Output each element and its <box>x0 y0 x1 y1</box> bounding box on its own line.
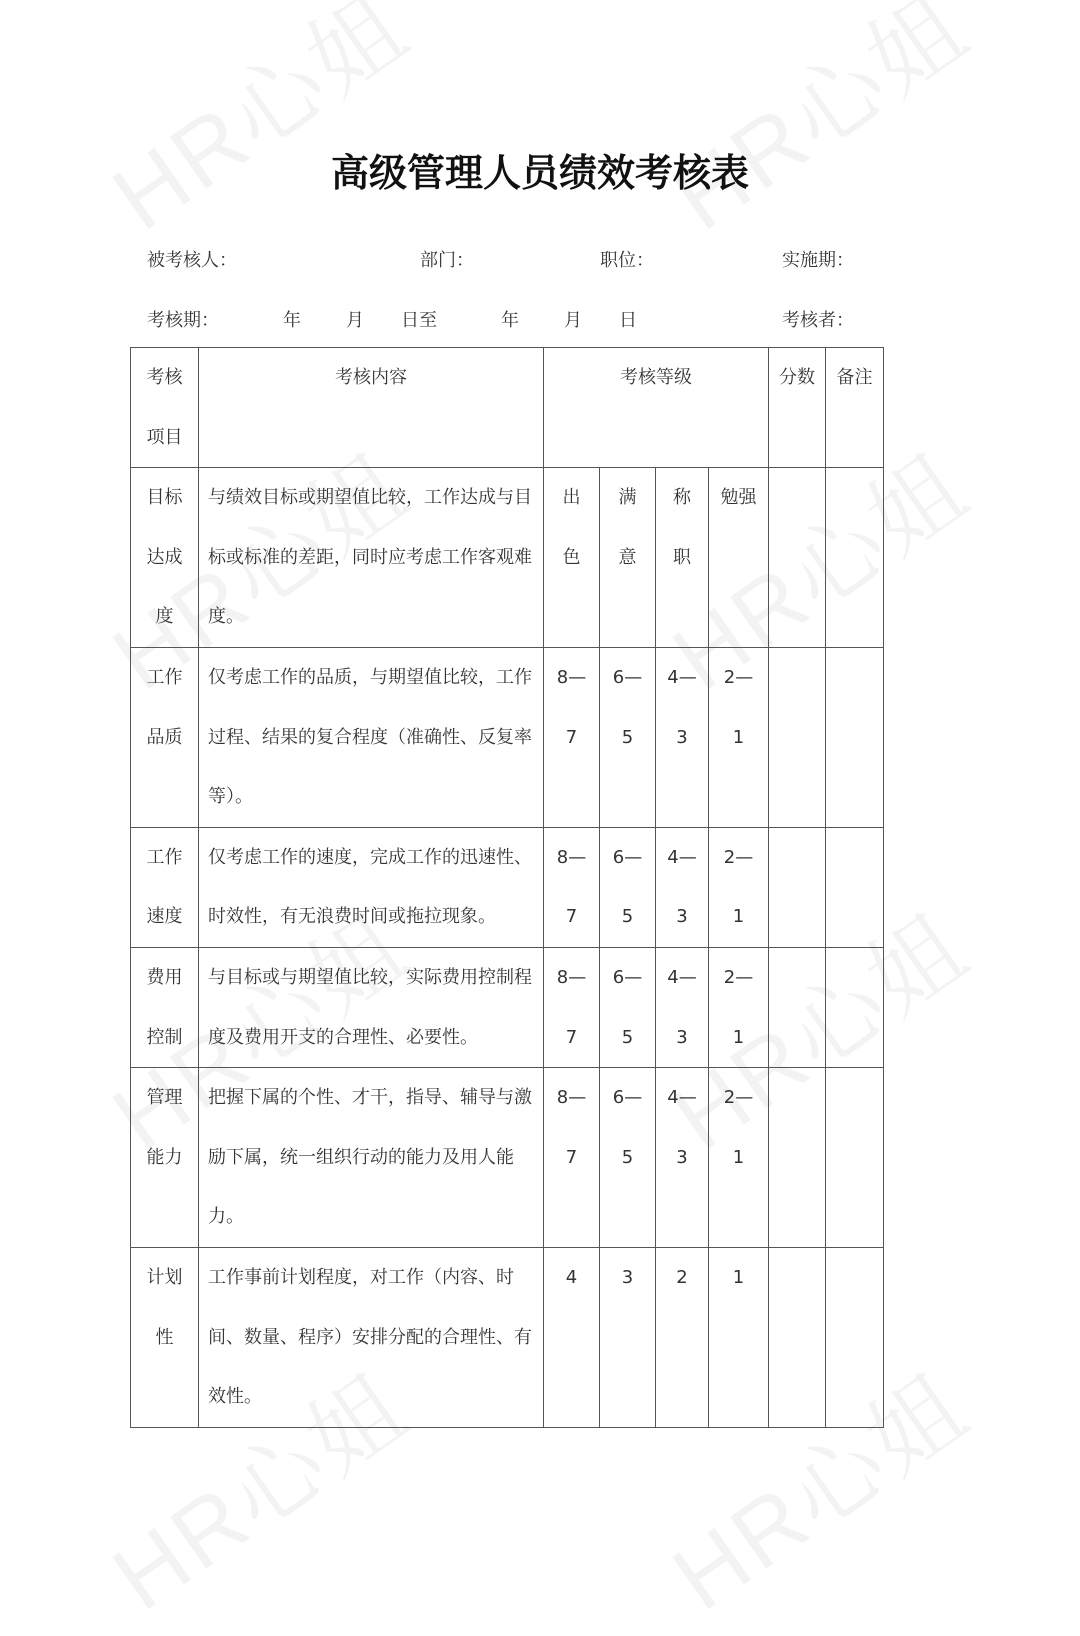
grade-cell: 8—7 <box>544 947 600 1067</box>
period-month-start: 月 <box>346 310 364 331</box>
watermark <box>82 0 430 256</box>
grade-cell: 3 <box>600 1247 656 1427</box>
period-label: 考核期： <box>147 310 219 331</box>
row-content: 与目标或与期望值比较，实际费用控制程度及费用开支的合理性、必要性。 <box>199 947 544 1067</box>
grade-cell: 2—1 <box>709 1068 769 1248</box>
grade-cell: 8—7 <box>544 1068 600 1248</box>
row-item: 管理能力 <box>131 1068 199 1248</box>
grade-cell: 8—7 <box>544 647 600 827</box>
period-day-end: 日 <box>619 310 637 331</box>
row-content: 仅考虑工作的品质，与期望值比较，工作过程、结果的复合程度（准确性、反复率等）。 <box>199 647 544 827</box>
grade-cell: 6—5 <box>600 827 656 947</box>
implementation-label: 实施期： <box>782 250 854 271</box>
row-item: 目标达成度 <box>131 468 199 648</box>
table-row <box>131 647 884 827</box>
grade-cell: 2—1 <box>709 827 769 947</box>
grade-cell: 出色 <box>544 468 600 648</box>
appraiser-label: 考核者： <box>782 310 854 331</box>
score-cell[interactable] <box>769 1068 826 1248</box>
department-label: 部门： <box>420 250 474 271</box>
remark-cell[interactable] <box>826 827 884 947</box>
remark-cell[interactable] <box>826 1247 884 1427</box>
grade-cell: 8—7 <box>544 827 600 947</box>
grade-cell: 6—5 <box>600 647 656 827</box>
table-header-row <box>131 348 884 468</box>
remark-cell[interactable] <box>826 647 884 827</box>
header-remark: 备注 <box>826 348 884 468</box>
table-row <box>131 827 884 947</box>
grade-cell: 4—3 <box>656 947 709 1067</box>
grade-cell: 4—3 <box>656 647 709 827</box>
row-content: 把握下属的个性、才干，指导、辅导与激励下属，统一组织行动的能力及用人能力。 <box>199 1068 544 1248</box>
remark-cell[interactable] <box>826 1068 884 1248</box>
row-content: 仅考虑工作的速度，完成工作的迅速性、时效性，有无浪费时间或拖拉现象。 <box>199 827 544 947</box>
header-grade: 考核等级 <box>544 348 769 468</box>
table-row <box>131 1247 884 1427</box>
grade-cell: 6—5 <box>600 947 656 1067</box>
row-item: 计划性 <box>131 1247 199 1427</box>
grade-cell: 勉强 <box>709 468 769 648</box>
grade-cell: 4 <box>544 1247 600 1427</box>
period-year-start: 年 <box>283 310 301 331</box>
grade-cell: 满意 <box>600 468 656 648</box>
period-year-end: 年 <box>501 310 519 331</box>
grade-cell: 2—1 <box>709 947 769 1067</box>
header-item: 考核项目 <box>131 348 199 468</box>
grade-cell: 2 <box>656 1247 709 1427</box>
grade-cell: 2—1 <box>709 647 769 827</box>
grade-cell: 6—5 <box>600 1068 656 1248</box>
grade-cell: 4—3 <box>656 827 709 947</box>
page-title: 高级管理人员绩效考核表 <box>330 151 749 195</box>
score-cell[interactable] <box>769 827 826 947</box>
watermark <box>642 0 990 256</box>
appraisee-label: 被考核人： <box>147 250 237 271</box>
row-item: 工作速度 <box>131 827 199 947</box>
appraisal-table <box>130 347 884 1428</box>
score-cell[interactable] <box>769 468 826 648</box>
table-row <box>131 1068 884 1248</box>
remark-cell[interactable] <box>826 468 884 648</box>
header-content: 考核内容 <box>199 348 544 468</box>
row-item: 费用控制 <box>131 947 199 1067</box>
position-label: 职位： <box>600 250 654 271</box>
grade-cell: 4—3 <box>656 1068 709 1248</box>
period-day-to: 日至 <box>401 310 437 331</box>
row-content: 工作事前计划程度，对工作（内容、时间、数量、程序）安排分配的合理性、有效性。 <box>199 1247 544 1427</box>
grade-cell: 称职 <box>656 468 709 648</box>
table-row <box>131 947 884 1067</box>
remark-cell[interactable] <box>826 947 884 1067</box>
score-cell[interactable] <box>769 1247 826 1427</box>
header-score: 分数 <box>769 348 826 468</box>
row-item: 工作品质 <box>131 647 199 827</box>
score-cell[interactable] <box>769 647 826 827</box>
score-cell[interactable] <box>769 947 826 1067</box>
row-content: 与绩效目标或期望值比较，工作达成与目标或标准的差距，同时应考虑工作客观难度。 <box>199 468 544 648</box>
grade-cell: 1 <box>709 1247 769 1427</box>
table-row <box>131 468 884 648</box>
period-month-end: 月 <box>564 310 582 331</box>
